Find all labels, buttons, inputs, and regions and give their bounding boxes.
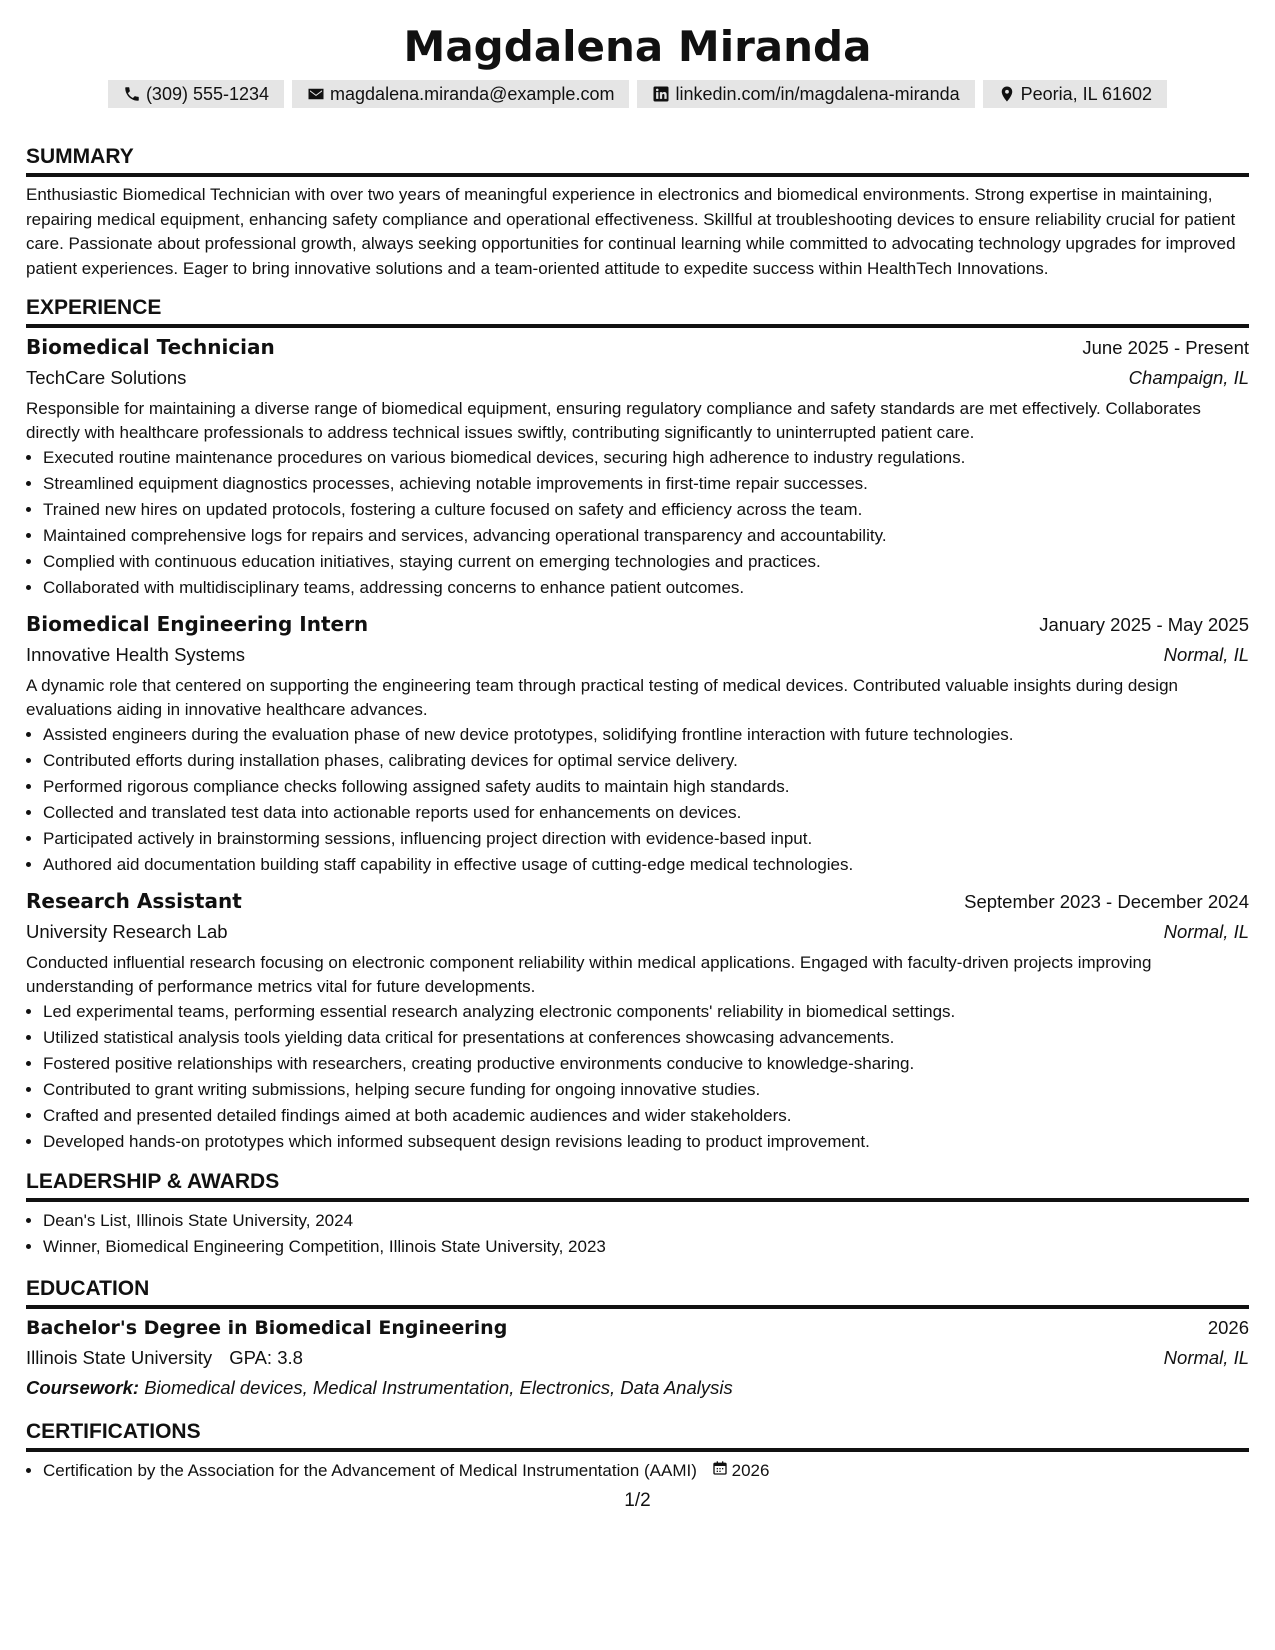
leadership-heading: LEADERSHIP & AWARDS — [26, 1169, 1249, 1202]
certification-date — [712, 1458, 770, 1484]
contact-location — [983, 80, 1167, 108]
job-entry — [26, 609, 1249, 878]
experience-section — [26, 295, 1249, 1155]
leadership-section — [26, 1169, 1249, 1260]
list-item: • Dean's List, Illinois State University, 2024 — [43, 1208, 1249, 1234]
summary-heading: SUMMARY — [26, 144, 1249, 177]
list-item: • Utilized statistical analysis tools yielding data critical for presentations at conferences showcasing advancements. — [43, 1025, 1249, 1051]
list-item: • Collaborated with multidisciplinary teams, addressing concerns to enhance patient outcomes. — [43, 575, 1249, 601]
job-description: Responsible for maintaining a diverse range of biomedical equipment, ensuring regulatory compliance and safety standards are met effectively. Collaborates directly with healthcare professionals to address technical issues swiftly, contributing significantly to uninterrupted patient care. — [26, 399, 1201, 442]
contact-email[interactable] — [292, 80, 629, 108]
job-company: University Research Lab — [26, 921, 228, 942]
list-item: • Contributed efforts during installation phases, calibrating devices for optimal service delivery. — [43, 748, 1249, 774]
job-entry — [26, 332, 1249, 601]
list-item — [43, 1458, 1249, 1484]
job-description: Conducted influential research focusing on electronic component reliability within medical applications. Engaged with faculty-driven projects improving understanding of performance metrics vital for future developments. — [26, 953, 1152, 996]
page-number: 1/2 — [624, 1490, 651, 1511]
list-item: • Complied with continuous education initiatives, staying current on emerging technologies and practices. — [43, 549, 1249, 575]
certifications-heading: CERTIFICATIONS — [26, 1419, 1249, 1452]
calendar-icon — [712, 1458, 728, 1484]
list-item: • Performed rigorous compliance checks following assigned safety audits to maintain high standards. — [43, 774, 1249, 800]
certifications-list — [26, 1458, 1249, 1484]
job-bullets — [26, 722, 1249, 878]
list-item: • Collected and translated test data into actionable reports used for enhancements on devices. — [43, 800, 1249, 826]
summary-section — [26, 144, 1249, 281]
list-item: • Executed routine maintenance procedures on various biomedical devices, securing high adherence to industry regulations. — [43, 445, 1249, 471]
job-bullets — [26, 999, 1249, 1155]
job-title: Research Assistant — [26, 889, 242, 913]
school-name: Illinois State University — [26, 1347, 213, 1368]
job-dates: September 2023 - December 2024 — [964, 891, 1249, 912]
certification-name: Certification by the Association for the Advancement of Medical Instrumentation (AAMI) — [43, 1461, 697, 1480]
location-text: Peoria, IL 61602 — [1020, 84, 1153, 104]
list-item: • Maintained comprehensive logs for repairs and services, advancing operational transparency and accountability. — [43, 523, 1249, 549]
experience-heading: EXPERIENCE — [26, 295, 1249, 328]
awards-list — [26, 1208, 1249, 1260]
linkedin-text: linkedin.com/in/magdalena-miranda — [675, 84, 960, 104]
list-item: • Participated actively in brainstorming sessions, influencing project direction with evidence-based input. — [43, 826, 1249, 852]
contact-bar — [26, 80, 1249, 108]
job-bullets — [26, 445, 1249, 601]
graduation-year: 2026 — [1207, 1317, 1249, 1338]
job-title: Biomedical Engineering Intern — [26, 612, 369, 636]
phone-text: (309) 555-1234 — [145, 84, 270, 104]
job-company: TechCare Solutions — [26, 367, 187, 388]
phone-icon — [123, 85, 141, 103]
list-item: • Authored aid documentation building staff capability in effective usage of cutting-edge medical technologies. — [43, 852, 1249, 878]
education-heading: EDUCATION — [26, 1276, 1249, 1309]
list-item: • Led experimental teams, performing essential research analyzing electronic components' reliability in biomedical settings. — [43, 999, 1249, 1025]
certifications-section — [26, 1419, 1249, 1484]
contact-linkedin[interactable] — [637, 80, 974, 108]
job-location: Normal, IL — [1163, 644, 1249, 665]
education-section — [26, 1276, 1249, 1403]
degree-title: Bachelor's Degree in Biomedical Engineering — [26, 1317, 508, 1339]
job-company: Innovative Health Systems — [26, 644, 246, 665]
certification-year: 2026 — [731, 1461, 770, 1480]
list-item: • Crafted and presented detailed findings aimed at both academic audiences and wider stakeholders. — [43, 1103, 1249, 1129]
list-item: • Developed hands-on prototypes which informed subsequent design revisions leading to product improvement. — [43, 1129, 1249, 1155]
job-dates: January 2025 - May 2025 — [1039, 614, 1249, 635]
job-entry — [26, 886, 1249, 1155]
mail-icon — [307, 85, 325, 103]
list-item: • Winner, Biomedical Engineering Competition, Illinois State University, 2023 — [43, 1234, 1249, 1260]
coursework-label: Coursework: — [26, 1377, 140, 1398]
email-text: magdalena.miranda@example.com — [330, 84, 615, 104]
coursework — [26, 1373, 1249, 1403]
resume-page — [26, 20, 1249, 1484]
job-location: Normal, IL — [1163, 921, 1249, 942]
job-location: Champaign, IL — [1128, 367, 1249, 388]
list-item: • Assisted engineers during the evaluation phase of new device prototypes, solidifying frontline interaction with future technologies. — [43, 722, 1249, 748]
gpa: GPA: 3.8 — [229, 1347, 303, 1368]
candidate-name: Magdalena Miranda — [403, 22, 872, 71]
summary-text: Enthusiastic Biomedical Technician with over two years of meaningful experience in electronics and biomedical environments. Strong expertise in maintaining, repairing medical equipment, enhancing safety compliance and operational effectiveness. Skillful at troubleshooting devices to ensure reliability crucial for patient care. Passionate about professional growth, always seeking opportunities for continual learning while committed to advocating technology upgrades for improved patient experiences. Eager to bring innovative solutions and a team-oriented attitude to expedite success within HealthTech Innovations. — [26, 185, 1236, 278]
school-location: Normal, IL — [1163, 1347, 1249, 1368]
list-item: • Fostered positive relationships with researchers, creating productive environments conducive to knowledge-sharing. — [43, 1051, 1249, 1077]
map-pin-icon — [998, 85, 1016, 103]
list-item: • Trained new hires on updated protocols, fostering a culture focused on safety and efficiency across the team. — [43, 497, 1249, 523]
list-item: • Streamlined equipment diagnostics processes, achieving notable improvements in first-time repair successes. — [43, 471, 1249, 497]
coursework-text: Biomedical devices, Medical Instrumentation, Electronics, Data Analysis — [144, 1377, 733, 1398]
list-item: • Contributed to grant writing submissions, helping secure funding for ongoing innovative studies. — [43, 1077, 1249, 1103]
linkedin-icon — [652, 85, 670, 103]
contact-phone[interactable] — [108, 80, 284, 108]
job-title: Biomedical Technician — [26, 335, 275, 359]
job-dates: June 2025 - Present — [1082, 337, 1249, 358]
job-description: A dynamic role that centered on supporting the engineering team through practical testing of medical devices. Contributed valuable insights during design evaluations aiding in innovative healthcare advances. — [26, 676, 1178, 719]
